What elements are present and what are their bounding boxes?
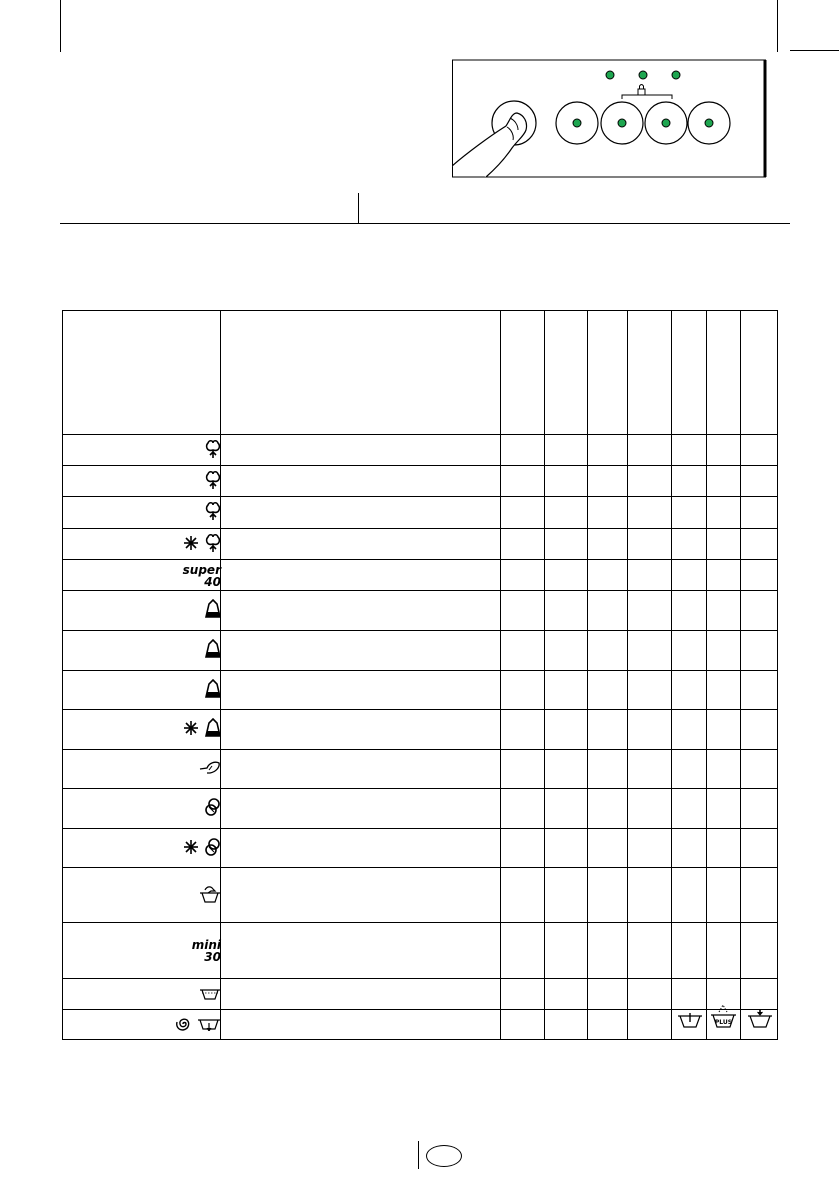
- cotton-icon: [205, 439, 221, 463]
- country-code-oval: [426, 1145, 462, 1167]
- rinse-tub-icon: [199, 985, 221, 1004]
- button-led: [618, 119, 626, 127]
- button-led: [705, 119, 713, 127]
- status-led: [606, 71, 614, 79]
- feather-icon: [199, 760, 221, 780]
- table-row: [63, 867, 777, 923]
- header-rule: [60, 223, 790, 224]
- program-table: [62, 310, 778, 1040]
- synthetic-icon: [205, 718, 221, 742]
- table-row: [63, 465, 777, 497]
- wool-icon: [205, 798, 221, 820]
- button-led: [662, 119, 670, 127]
- mini-30-label: mini 30: [191, 938, 221, 964]
- wool-icon: [205, 838, 221, 860]
- drain-icon: [197, 1016, 221, 1035]
- table-row: [63, 749, 777, 789]
- synthetic-icon: [205, 639, 221, 663]
- synthetic-icon: [205, 599, 221, 623]
- cotton-icon: [205, 533, 221, 557]
- spin-icon: [175, 1016, 191, 1036]
- table-row: [63, 630, 777, 671]
- cotton-icon: [205, 470, 221, 494]
- table-row: [63, 559, 777, 591]
- table-row: [63, 496, 777, 529]
- button-led: [573, 119, 581, 127]
- table-row: [63, 828, 777, 868]
- snowflake-icon: [183, 839, 199, 859]
- option-button[interactable]: [601, 102, 643, 144]
- table-row: [63, 1009, 777, 1041]
- table-row: [63, 434, 777, 466]
- option-button[interactable]: [645, 102, 687, 144]
- table-row: [63, 922, 777, 979]
- option-button[interactable]: [556, 102, 598, 144]
- handwash-icon: [199, 885, 221, 907]
- crop-mark-left: [60, 0, 61, 52]
- option-button[interactable]: [688, 102, 730, 144]
- table-row: [63, 670, 777, 710]
- svg-text:PLUS: PLUS: [714, 1019, 733, 1026]
- cotton-icon: [205, 501, 221, 525]
- status-led: [639, 71, 647, 79]
- header-divider: [358, 193, 359, 224]
- crop-mark-right: [777, 0, 778, 52]
- snowflake-icon: [183, 535, 199, 555]
- status-led: [672, 71, 680, 79]
- page-divider: [418, 1141, 419, 1169]
- snowflake-icon: [183, 720, 199, 740]
- crop-mark-right-h: [790, 50, 839, 51]
- super-40-label: super 40: [182, 562, 221, 589]
- synthetic-icon: [205, 679, 221, 703]
- table-row: [63, 528, 777, 560]
- table-row: [63, 590, 777, 631]
- table-row: [63, 788, 777, 829]
- table-row: [63, 709, 777, 750]
- table-row: [63, 978, 777, 1010]
- control-panel-illustration: [452, 58, 768, 178]
